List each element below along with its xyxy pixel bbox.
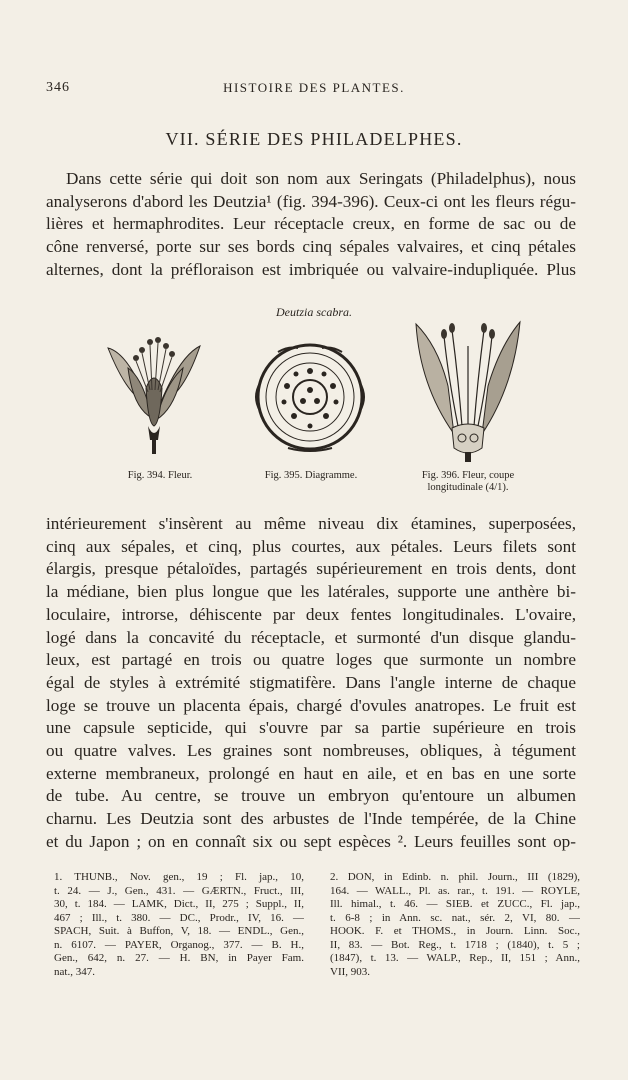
footnote-1 [54, 871, 304, 979]
footnote-line: VII, 903. [330, 965, 371, 978]
text-line: lières et hermaphrodites. Leur réceptacle creux, en forme de sac ou de [46, 214, 576, 234]
figure-group-caption: Deutzia scabra. [276, 305, 352, 319]
figure-caption-395: Fig. 395. Diagramme. [264, 470, 358, 481]
footnote-line: SPACH, Suit. à Buffon, V, 18. — ENDL., Gen., [54, 925, 304, 937]
footnote-line: (1847), t. 13. — WALP., Rep., II, 151 ; Ann., [330, 952, 580, 964]
section-title: VII. SÉRIE DES PHILADELPHES. [165, 129, 463, 149]
footnote-line: HOOK. F. et THOMS., in Journ. Linn. Soc., [330, 925, 580, 937]
text-line: égal de styles à extrémité stigmatifère. Dans l'angle interne de chaque [46, 672, 576, 692]
text-line: une capsule septicide, qui s'ouvre par sa partie supérieure en trois [46, 718, 576, 738]
text-line: leux, est partagé en trois ou quatre loges que surmonte un nombre [46, 650, 576, 670]
text-line: loculaire, introrse, déhiscente par deux fentes longitudinales. L'ovaire, [46, 604, 576, 624]
flower-section-illustration [408, 316, 528, 464]
caption-line: longitudinale (4/1). [427, 482, 509, 493]
text-line: alternes, dont la préfloraison est imbriquée ou valvaire-indupliquée. Plus [46, 259, 576, 279]
floral-diagram [248, 338, 372, 456]
footnote-line: n. 6107. — PAYER, Organog., 377. — B. H., [54, 938, 304, 951]
footnote-line: II, 83. — Bot. Reg., t. 1718 ; (1840), t. 5 ; [330, 938, 580, 951]
text-line: cône renversé, porte sur ses bords cinq sépales valvaires, et cinq pétales [46, 237, 576, 257]
running-title: HISTOIRE DES PLANTES. [223, 80, 405, 95]
text-line: de tube. Au centre, se trouve un embryon qu'entoure un albumen [46, 786, 576, 806]
footnote-line: 1. THUNB., Nov. gen., 19 ; Fl. jap., 10, [54, 871, 304, 883]
paragraph-intro [46, 168, 576, 282]
text-line: analyserons d'abord les Deutzia¹ (fig. 394-396). Ceux-ci ont les fleurs régu- [46, 191, 576, 211]
text-line: loge se trouve un placenta épais, chargé d'ovules anatropes. Le fruit est [46, 695, 576, 715]
text-line: et du Japon ; on en connaît six ou sept espèces ². Leurs feuilles sont op- [46, 831, 576, 851]
text-line: externe membraneux, prolongé en haut en aile, et en bas en une sorte [46, 763, 576, 783]
footnote-line: Gen., 642, n. 27. — H. BN, in Payer Fam. [54, 952, 304, 964]
text-line: la médiane, bien plus longue que les latérales, supporte une anthère bi- [46, 582, 576, 602]
footnote-line: 2. DON, in Edinb. n. phil. Journ., III (1829), [330, 871, 580, 883]
footnote-line: nat., 347. [54, 965, 95, 978]
footnote-line: 30, t. 184. — LAMK, Dict., II, 275 ; Suppl., II, [54, 898, 304, 910]
footnote-line: 467 ; Ill., t. 380. — DC., Prodr., IV, 16. — [54, 911, 304, 924]
footnote-line: t. 24. — J., Gen., 431. — GÆRTN., Fruct., III, [54, 884, 304, 897]
page-number: 346 [46, 80, 70, 95]
footnote-line: t. 6-8 ; in Ann. sc. nat., sér. 2, VI, 80. — [330, 911, 580, 924]
text-line: logé dans la concavité du réceptacle, et surmonté d'un disque glandu- [46, 627, 576, 647]
text-line: élargis, presque pétaloïdes, partagés supérieurement en trois dents, dont [46, 559, 576, 579]
figure-caption-396 [400, 470, 536, 494]
text-line: cinq aux sépales, et cinq, plus courtes, aux pétales. Leurs filets sont [46, 536, 576, 556]
flower-illustration [98, 328, 210, 458]
text-line: charnu. Les Deutzia sont des arbustes de l'Inde tempérée, de la Chine [46, 809, 576, 829]
text-line: intérieurement s'insèrent au même niveau dix étamines, superposées, [46, 514, 576, 533]
paragraph-description [46, 513, 576, 854]
figure-caption-394: Fig. 394. Fleur. [127, 470, 193, 481]
footnote-line: 164. — WALL., Pl. as. rar., t. 191. — ROYLE, [330, 884, 580, 897]
text-line: ou quatre valves. Les graines sont nombreuses, obliques, à tégument [46, 741, 576, 761]
footnote-2 [330, 871, 580, 979]
running-head [46, 80, 582, 98]
text-line: Dans cette série qui doit son nom aux Seringats (Philadelphus), nous [66, 169, 576, 188]
footnote-line: Ill. himal., t. 46. — SIEB. et ZUCC., Fl. jap., [330, 898, 580, 910]
caption-line: Fig. 396. Fleur, coupe [421, 470, 515, 481]
